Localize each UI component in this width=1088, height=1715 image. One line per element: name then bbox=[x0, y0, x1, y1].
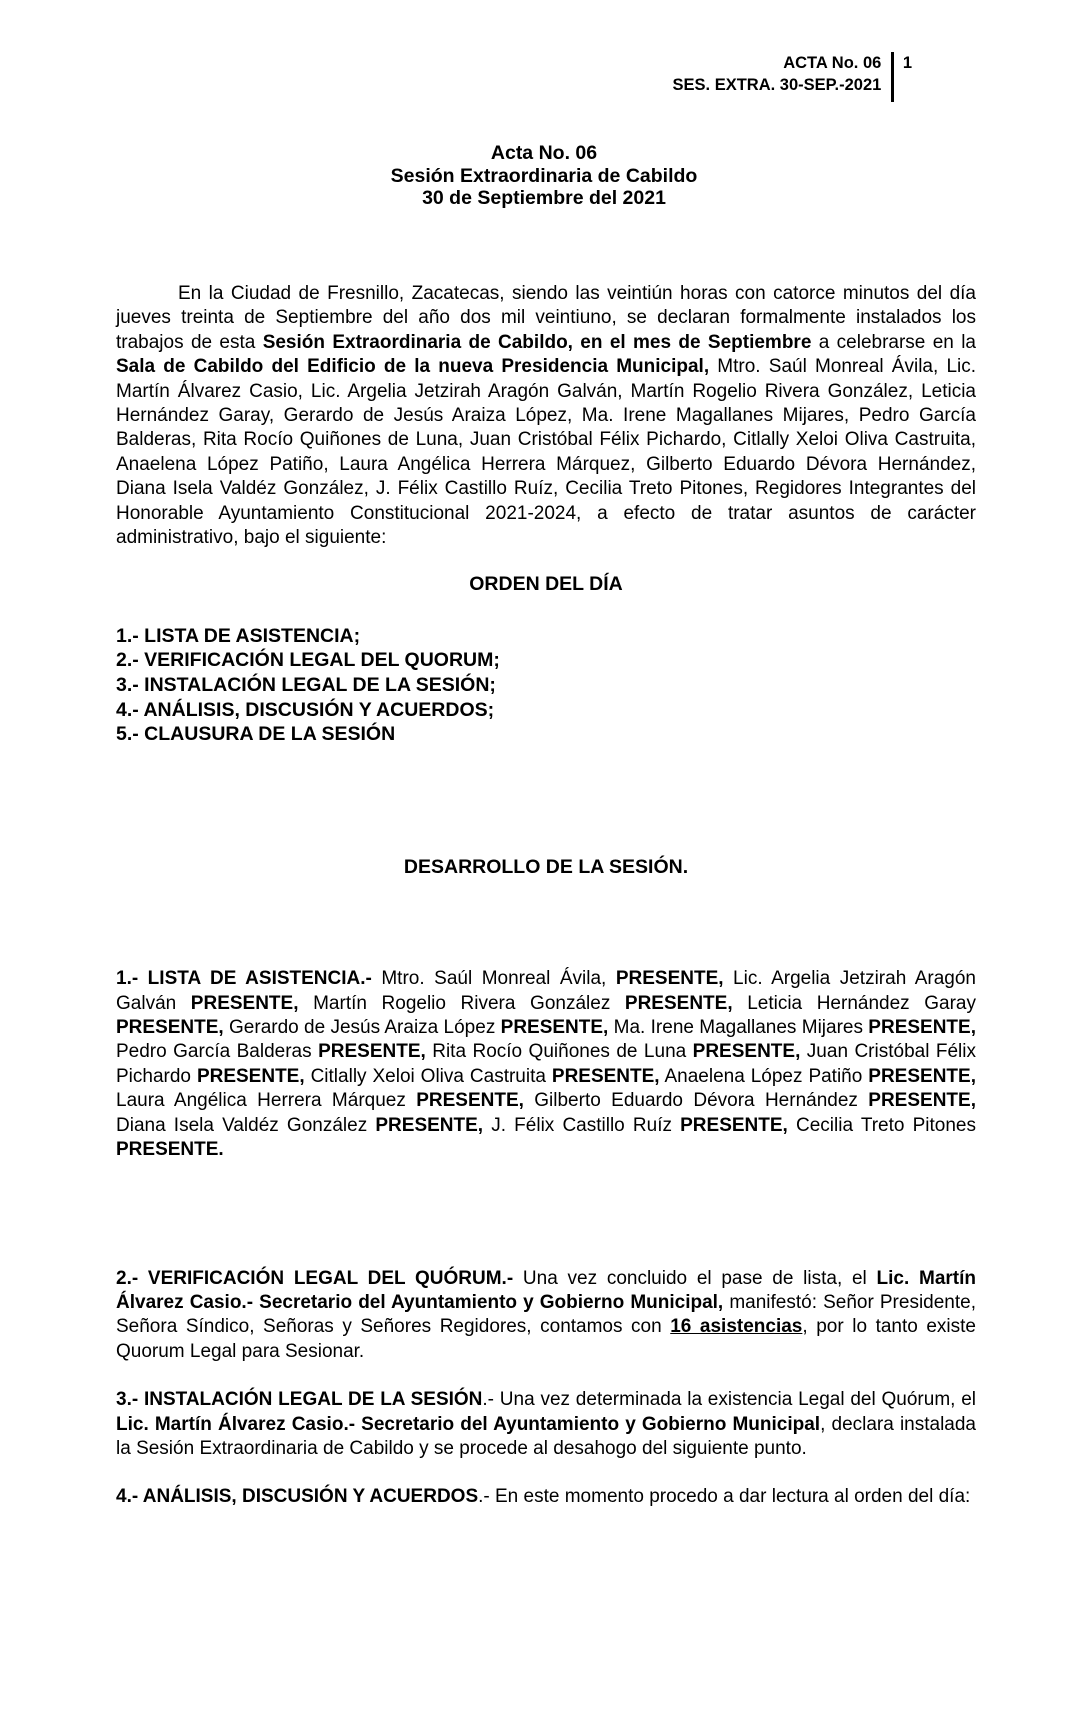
text-run: J. Félix Castillo Ruíz bbox=[483, 1114, 681, 1136]
text-run: PRESENTE, bbox=[624, 992, 733, 1014]
text-run: Juan Cristóbal Félix Pichardo bbox=[116, 1041, 977, 1087]
text-run: PRESENTE. bbox=[116, 1139, 224, 1161]
text-run: manifestó: Señor Presidente, Señora Síndico, Señoras y Señores Regidores, contamos con bbox=[116, 1291, 976, 1338]
header-divider bbox=[891, 52, 894, 102]
text-run: Gilberto Eduardo Dévora Hernández bbox=[523, 1090, 869, 1112]
text-run: Lic. Argelia Jetzirah Aragón Galván bbox=[116, 968, 976, 1014]
text-run: Lic. Martín Álvarez Casio.- Secretario del Ayuntamiento y Gobierno Municipal, bbox=[116, 1267, 977, 1313]
text-run: Sala de Cabildo del Edificio de la nueva Presidencia Municipal, bbox=[116, 356, 710, 378]
text-run: Leticia Hernández Garay bbox=[732, 992, 976, 1014]
text-run: PRESENTE, bbox=[500, 1017, 609, 1039]
agenda-item: 1.- LISTA DE ASISTENCIA; bbox=[116, 624, 361, 647]
text-run: PRESENTE, bbox=[868, 1090, 976, 1112]
text-run: 3.- INSTALACIÓN LEGAL DE LA SESIÓN bbox=[116, 1389, 483, 1411]
text-run: 2.- VERIFICACIÓN LEGAL DEL QUÓRUM.- bbox=[116, 1267, 514, 1289]
text-run: PRESENTE, bbox=[551, 1065, 660, 1087]
agenda-item: 4.- ANÁLISIS, DISCUSIÓN Y ACUERDOS; bbox=[116, 698, 495, 721]
text-run: a celebrarse en la bbox=[811, 331, 976, 353]
text-run: Mtro. Saúl Monreal Ávila, bbox=[371, 968, 616, 990]
title-session: Sesión Extraordinaria de Cabildo bbox=[390, 164, 698, 187]
text-run: Laura Angélica Herrera Márquez bbox=[116, 1090, 417, 1112]
orden-del-dia-heading: ORDEN DEL DÍA bbox=[469, 573, 623, 596]
text-run: Ma. Irene Magallanes Mijares bbox=[608, 1017, 869, 1039]
text-run: Rita Rocío Quiñones de Luna bbox=[425, 1041, 693, 1063]
text-run: .- Una vez determinada la existencia Legal del Quórum, el bbox=[482, 1389, 976, 1411]
text-run: PRESENTE, bbox=[615, 968, 724, 990]
header-acta-label: ACTA No. 06 bbox=[783, 54, 882, 72]
text-run: , declara instalada la Sesión Extraordinaria de Cabildo y se procede al desahogo del siguiente punto. bbox=[116, 1413, 976, 1459]
agenda-item: 2.- VERIFICACIÓN LEGAL DEL QUORUM; bbox=[116, 649, 500, 672]
text-run: Cecilia Treto Pitones bbox=[787, 1114, 976, 1136]
header-session-label: SES. EXTRA. 30-SEP.-2021 bbox=[672, 76, 882, 94]
text-run: Diana Isela Valdéz González bbox=[116, 1114, 376, 1136]
text-run: Lic. Martín Álvarez Casio.- Secretario del Ayuntamiento y Gobierno Municipal bbox=[116, 1413, 821, 1435]
text-run: PRESENTE, bbox=[196, 1065, 305, 1087]
header-page-number: 1 bbox=[902, 54, 912, 72]
text-run: En la Ciudad de Fresnillo, Zacatecas, siendo las veintiún horas con catorce minutos del día jueves treinta de Septiembre del año dos mil veintiuno, se declaran formalmente instalados los trabajos de esta bbox=[116, 283, 976, 353]
text-run: PRESENTE, bbox=[375, 1114, 484, 1136]
section-analisis bbox=[116, 1485, 976, 1509]
running-header-text bbox=[673, 52, 882, 96]
intro-paragraph bbox=[116, 282, 976, 550]
text-run: Gerardo de Jesús Araiza López bbox=[223, 1017, 501, 1039]
text-run: 1.- LISTA DE ASISTENCIA.- bbox=[116, 968, 372, 990]
title-date: 30 de Septiembre del 2021 bbox=[422, 187, 666, 209]
text-run: Pedro García Balderas bbox=[116, 1041, 319, 1063]
text-run: 16 asistencias bbox=[670, 1316, 803, 1338]
text-run: PRESENTE, bbox=[190, 992, 299, 1014]
agenda-item: 5.- CLAUSURA DE LA SESIÓN bbox=[116, 723, 396, 746]
text-run: PRESENTE, bbox=[868, 1017, 976, 1039]
text-run: Martín Rogelio Rivera González bbox=[298, 992, 625, 1014]
text-run: PRESENTE, bbox=[680, 1114, 788, 1136]
text-run: Mtro. Saúl Monreal Ávila, Lic. Martín Álvarez Casio, Lic. Argelia Jetzirah Aragón Galván, Martín Rogelio Rivera González, Leticia Hernández Garay, Gerardo de Jesús Araiza López, Ma. Irene Magallanes Mijares, Pedro García Balderas, Rita Rocío Quiñones de Luna, Juan Cristóbal Félix Pichardo, Citlally Xeloi Oliva Castruita, Anaelena López Patiño, Laura Angélica Herrera Márquez, Gilberto Eduardo Dévora Hernández, Diana Isela Valdéz González, J. Félix Castillo Ruíz, Cecilia Treto Pitones, Regidores Integrantes del Honorable Ayuntamiento Constitucional 2021-2024, a efecto de tratar asuntos de carácter administrativo, bajo el siguiente: bbox=[116, 356, 977, 549]
agenda-item: 3.- INSTALACIÓN LEGAL DE LA SESIÓN; bbox=[116, 674, 496, 697]
section-quorum bbox=[116, 1267, 976, 1365]
text-run: 4.- ANÁLISIS, DISCUSIÓN Y ACUERDOS bbox=[116, 1486, 479, 1508]
text-run: PRESENTE, bbox=[318, 1041, 426, 1063]
title-acta: Acta No. 06 bbox=[490, 142, 598, 164]
text-run: Citlally Xeloi Oliva Castruita bbox=[304, 1065, 552, 1087]
text-run: PRESENTE, bbox=[868, 1065, 976, 1087]
text-run: Sesión Extraordinaria de Cabildo, en el mes de Septiembre bbox=[262, 331, 812, 353]
agenda-list bbox=[116, 624, 976, 747]
document-title bbox=[0, 142, 1088, 210]
section-instalacion bbox=[116, 1388, 976, 1461]
text-run: Una vez concluido el pase de lista, el bbox=[513, 1267, 877, 1289]
text-run: PRESENTE, bbox=[416, 1090, 524, 1112]
document-body bbox=[116, 282, 976, 1510]
text-run: PRESENTE, bbox=[692, 1041, 801, 1063]
running-header bbox=[673, 52, 912, 102]
text-run: , por lo tanto existe Quorum Legal para Sesionar. bbox=[116, 1316, 977, 1362]
section-asistencia bbox=[116, 967, 976, 1162]
text-run: PRESENTE, bbox=[116, 1017, 224, 1039]
desarrollo-heading: DESARROLLO DE LA SESIÓN. bbox=[403, 855, 689, 878]
text-run: .- En este momento procedo a dar lectura al orden del día: bbox=[478, 1486, 971, 1508]
text-run: Anaelena López Patiño bbox=[659, 1065, 869, 1087]
